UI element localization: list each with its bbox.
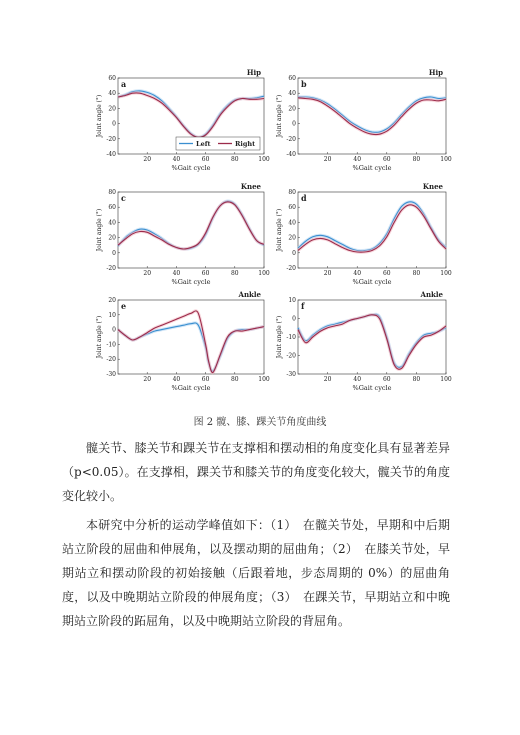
panel-d-ytick-label: -20 — [286, 265, 296, 272]
panel-d-ytick-label: 80 — [288, 189, 296, 196]
panel-a-ytick-label: -40 — [106, 151, 116, 158]
figure-caption: 图 2 髋、膝、踝关节角度曲线 — [193, 417, 327, 428]
panel-b-xtick-label: 100 — [440, 156, 452, 163]
panel-a-xtick-label: 20 — [143, 156, 152, 163]
panel-b-ytick-label: 0 — [292, 120, 296, 128]
panel-b-joint-title: Hip — [428, 68, 443, 77]
panel-f-xtick-label: 60 — [382, 376, 391, 383]
panel-f-ytick-label: 10 — [288, 297, 296, 304]
panel-a-xlabel: %Gait cycle — [171, 164, 211, 172]
panel-a-legend-left: Left — [196, 140, 211, 148]
panel-c-xtick-label: 40 — [172, 270, 181, 277]
panel-d-frame — [298, 192, 446, 268]
panel-a-ytick-label: 40 — [108, 90, 116, 98]
panel-a-ytick-label: 20 — [108, 105, 116, 113]
panel-d-joint-title: Knee — [422, 182, 443, 191]
panel-a-legend-right: Right — [235, 140, 256, 148]
panel-d-xtick-label: 40 — [353, 270, 362, 277]
panel-b-ytick-label: 60 — [288, 75, 296, 82]
panel-c-ytick-label: 40 — [108, 219, 116, 227]
panel-e-ytick-label: -30 — [106, 371, 116, 378]
panel-c-letter: c — [121, 193, 126, 203]
panel-b-xlabel: %Gait cycle — [352, 164, 392, 172]
panel-f-xtick-label: 20 — [323, 376, 332, 383]
panel-d-xtick-label: 80 — [412, 270, 421, 277]
panel-d-xtick-label: 60 — [382, 270, 391, 277]
paragraph-1: 髋关节、膝关节和踝关节在支撑相和摆动相的角度变化具有显著差异（p<0.05）。在支撑相，踝关节和膝关节的角度变化较大，髋关节的角度变化较小。 — [62, 441, 450, 503]
panel-e-ytick-label: -10 — [106, 341, 116, 349]
panel-c-xtick-label: 20 — [143, 270, 152, 277]
panel-a-xtick-label: 100 — [258, 156, 270, 163]
panel-c-ylabel: Joint angle (°) — [96, 208, 103, 252]
panel-e-ytick-label: -20 — [106, 356, 116, 364]
panel-d-ytick-label: 60 — [288, 204, 296, 212]
panel-c-xlabel: %Gait cycle — [171, 278, 211, 286]
paragraph-2: 本研究中分析的运动学峰值如下：（1） 在髋关节处，早期和中后期站立阶段的屈曲和伸展角，以及摆动期的屈曲角；（2） 在膝关节处，早期站立和摆动阶段的初始接触（后跟着地，步态周期的 0%）的屈曲角度，以及中晚期站立阶段的伸展角度；（3） 在踝关节，早期站立和中晚期站立阶段的跖屈角，以及中晚期站立阶段的背屈角。 — [62, 518, 450, 628]
panel-a-ytick-label: 60 — [108, 75, 116, 82]
panel-e-xtick-label: 40 — [172, 376, 181, 383]
panel-d-ylabel: Joint angle (°) — [276, 208, 283, 252]
panel-f-ytick-label: -30 — [286, 371, 296, 378]
panel-f-letter: f — [301, 301, 305, 311]
panel-a-joint-title: Hip — [246, 68, 261, 77]
panel-f-xtick-label: 40 — [353, 376, 362, 383]
panel-e-ytick-label: 10 — [108, 311, 116, 319]
panel-a-xtick-label: 60 — [201, 156, 210, 163]
panel-f-ylabel: Joint angle (°) — [276, 315, 283, 359]
panel-b-ytick-label: 20 — [288, 105, 296, 113]
panel-e-xtick-label: 80 — [230, 376, 239, 383]
panel-d-xlabel: %Gait cycle — [352, 278, 392, 286]
panel-c-ytick-label: 0 — [112, 249, 116, 257]
panel-b-ytick-label: 40 — [288, 90, 296, 98]
panel-e-joint-title: Ankle — [238, 290, 261, 299]
panel-b-ytick-label: -20 — [286, 135, 296, 143]
panel-b-ytick-label: -40 — [286, 151, 296, 158]
panel-c-joint-title: Knee — [240, 182, 261, 191]
panel-f-ytick-label: -20 — [286, 352, 296, 360]
panel-b-letter: b — [301, 79, 307, 89]
panel-c-ytick-label: 80 — [108, 189, 116, 196]
panel-b-ylabel: Joint angle (°) — [276, 94, 283, 138]
panel-d-xtick-label: 20 — [323, 270, 332, 277]
panel-b-xtick-label: 20 — [323, 156, 332, 163]
panel-c-ytick-label: -20 — [106, 265, 116, 272]
panel-b-frame — [298, 78, 446, 154]
panel-f-ytick-label: -10 — [286, 334, 296, 341]
panel-b-xtick-label: 40 — [353, 156, 362, 163]
panel-a-ytick-label: 0 — [112, 120, 116, 128]
panel-b-xtick-label: 60 — [382, 156, 391, 163]
panel-a-letter: a — [121, 79, 127, 89]
panel-c-xtick-label: 80 — [230, 270, 239, 277]
panel-c-ytick-label: 60 — [108, 204, 116, 212]
panel-d-ytick-label: 0 — [292, 249, 296, 257]
panel-f-ytick-label: 0 — [292, 315, 296, 323]
panel-c-xtick-label: 60 — [201, 270, 210, 277]
panel-c-xtick-label: 100 — [258, 270, 270, 277]
panel-a-xtick-label: 40 — [172, 156, 181, 163]
panel-d-xtick-label: 100 — [440, 270, 452, 277]
panel-c-ytick-label: 20 — [108, 234, 116, 242]
panel-a-ylabel: Joint angle (°) — [96, 94, 103, 138]
panel-e-letter: e — [121, 301, 127, 311]
panel-e-xlabel: %Gait cycle — [171, 384, 211, 392]
panel-a-xtick-label: 80 — [230, 156, 239, 163]
panel-a-ytick-label: -20 — [106, 135, 116, 143]
panel-e-ylabel: Joint angle (°) — [96, 315, 103, 359]
panel-e-ytick-label: 20 — [108, 297, 116, 304]
panel-d-ytick-label: 40 — [288, 219, 296, 227]
panel-b-xtick-label: 80 — [412, 156, 421, 163]
panel-f-xtick-label: 80 — [412, 376, 421, 383]
panel-f-xtick-label: 100 — [440, 376, 452, 383]
panel-f-joint-title: Ankle — [420, 290, 443, 299]
panel-f-xlabel: %Gait cycle — [352, 384, 392, 392]
panel-e-ytick-label: 0 — [112, 326, 116, 334]
panel-d-letter: d — [301, 193, 307, 203]
panel-d-ytick-label: 20 — [288, 234, 296, 242]
panel-e-xtick-label: 20 — [143, 376, 152, 383]
panel-e-xtick-label: 100 — [258, 376, 270, 383]
panel-e-xtick-label: 60 — [201, 376, 210, 383]
